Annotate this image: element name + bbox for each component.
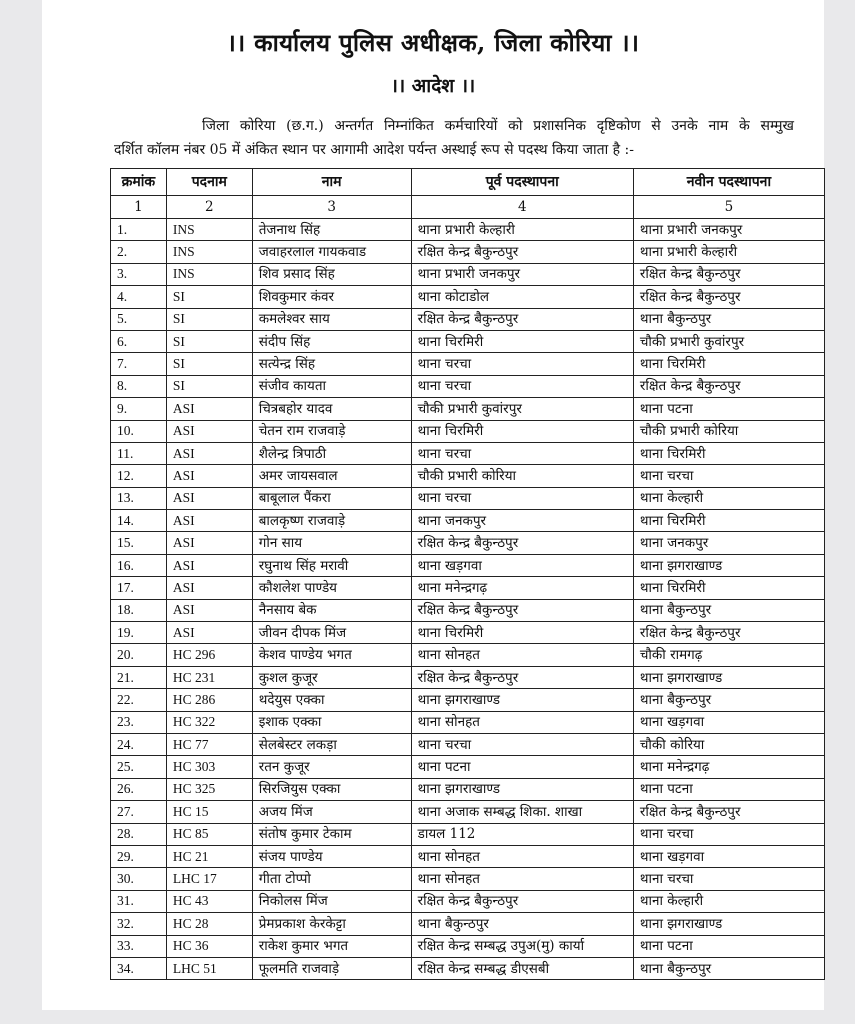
new-posting-cell: थाना बैकुन्ठपुर — [633, 689, 824, 711]
column-number: 1 — [111, 196, 167, 219]
serial-cell: 29. — [111, 845, 167, 867]
serial-cell: 3. — [111, 263, 167, 285]
table-row — [111, 442, 825, 464]
serial-cell: 20. — [111, 644, 167, 666]
table-row — [111, 241, 825, 263]
designation-cell: ASI — [166, 487, 252, 509]
name-cell: शैलेन्द्र त्रिपाठी — [252, 442, 411, 464]
previous-posting-cell: थाना चरचा — [411, 733, 633, 755]
table-row — [111, 465, 825, 487]
serial-cell: 9. — [111, 398, 167, 420]
header-designation: पदनाम — [166, 169, 252, 196]
new-posting-cell: रक्षित केन्द्र बैकुन्ठपुर — [633, 375, 824, 397]
serial-cell: 14. — [111, 510, 167, 532]
serial-cell: 2. — [111, 241, 167, 263]
previous-posting-cell: थाना पटना — [411, 756, 633, 778]
table-row — [111, 689, 825, 711]
name-cell: सिरजियुस एक्का — [252, 778, 411, 800]
new-posting-cell: थाना चिरमिरी — [633, 577, 824, 599]
name-cell: गीता टोप्पो — [252, 868, 411, 890]
designation-cell: INS — [166, 263, 252, 285]
table-row — [111, 935, 825, 957]
previous-posting-cell: रक्षित केन्द्र सम्बद्ध डीएसबी — [411, 957, 633, 979]
serial-cell: 18. — [111, 599, 167, 621]
designation-cell: HC 322 — [166, 711, 252, 733]
serial-cell: 25. — [111, 756, 167, 778]
previous-posting-cell: रक्षित केन्द्र बैकुन्ठपुर — [411, 666, 633, 688]
designation-cell: ASI — [166, 398, 252, 420]
designation-cell: ASI — [166, 577, 252, 599]
previous-posting-cell: थाना कोटाडोल — [411, 286, 633, 308]
serial-cell: 12. — [111, 465, 167, 487]
previous-posting-cell: थाना बैकुन्ठपुर — [411, 913, 633, 935]
serial-cell: 7. — [111, 353, 167, 375]
designation-cell: SI — [166, 330, 252, 352]
table-row — [111, 957, 825, 979]
new-posting-cell: थाना बैकुन्ठपुर — [633, 308, 824, 330]
designation-cell: HC 303 — [166, 756, 252, 778]
name-cell: फूलमति राजवाड़े — [252, 957, 411, 979]
designation-cell: LHC 17 — [166, 868, 252, 890]
designation-cell: HC 231 — [166, 666, 252, 688]
table-row — [111, 532, 825, 554]
name-cell: कौशलेश पाण्डेय — [252, 577, 411, 599]
previous-posting-cell: रक्षित केन्द्र बैकुन्ठपुर — [411, 308, 633, 330]
designation-cell: SI — [166, 308, 252, 330]
serial-cell: 19. — [111, 622, 167, 644]
previous-posting-cell: रक्षित केन्द्र बैकुन्ठपुर — [411, 599, 633, 621]
previous-posting-cell: चौकी प्रभारी कुवांरपुर — [411, 398, 633, 420]
table-header-row — [111, 169, 825, 196]
previous-posting-cell: थाना सोनहत — [411, 845, 633, 867]
table-row — [111, 823, 825, 845]
name-cell: नैनसाय बेक — [252, 599, 411, 621]
new-posting-cell: रक्षित केन्द्र बैकुन्ठपुर — [633, 286, 824, 308]
column-number: 5 — [633, 196, 824, 219]
table-row — [111, 622, 825, 644]
designation-cell: HC 325 — [166, 778, 252, 800]
new-posting-cell: थाना केल्हारी — [633, 890, 824, 912]
serial-cell: 10. — [111, 420, 167, 442]
table-row — [111, 263, 825, 285]
column-number: 4 — [411, 196, 633, 219]
column-number-row — [111, 196, 825, 219]
new-posting-cell: रक्षित केन्द्र बैकुन्ठपुर — [633, 801, 824, 823]
name-cell: कुशल कुजूर — [252, 666, 411, 688]
table-row — [111, 666, 825, 688]
serial-cell: 17. — [111, 577, 167, 599]
designation-cell: ASI — [166, 420, 252, 442]
previous-posting-cell: चौकी प्रभारी कोरिया — [411, 465, 633, 487]
new-posting-cell: चौकी रामगढ़ — [633, 644, 824, 666]
previous-posting-cell: रक्षित केन्द्र बैकुन्ठपुर — [411, 890, 633, 912]
table-row — [111, 778, 825, 800]
previous-posting-cell: थाना प्रभारी केल्हारी — [411, 219, 633, 241]
name-cell: जवाहरलाल गायकवाड — [252, 241, 411, 263]
previous-posting-cell: थाना चिरमिरी — [411, 330, 633, 352]
name-cell: बाबूलाल पैंकरा — [252, 487, 411, 509]
serial-cell: 32. — [111, 913, 167, 935]
order-heading: ।। आदेश ।। — [390, 75, 476, 97]
new-posting-cell: थाना चिरमिरी — [633, 510, 824, 532]
designation-cell: ASI — [166, 510, 252, 532]
serial-cell: 24. — [111, 733, 167, 755]
table-row — [111, 554, 825, 576]
new-posting-cell: थाना प्रभारी जनकपुर — [633, 219, 824, 241]
serial-cell: 11. — [111, 442, 167, 464]
name-cell: केशव पाण्डेय भगत — [252, 644, 411, 666]
serial-cell: 28. — [111, 823, 167, 845]
name-cell: गोन साय — [252, 532, 411, 554]
name-cell: रतन कुजूर — [252, 756, 411, 778]
name-cell: संजीव कायता — [252, 375, 411, 397]
table-row — [111, 599, 825, 621]
table-row — [111, 398, 825, 420]
table-row — [111, 845, 825, 867]
designation-cell: SI — [166, 375, 252, 397]
intro-line-1: जिला कोरिया (छ.ग.) अन्तर्गत निम्नांकित कर्मचारियों को प्रशासनिक दृष्टिकोण से उनके नाम के सम्मुख — [202, 118, 794, 134]
header-serial: क्रमांक — [111, 169, 167, 196]
name-cell: चित्रबहोर यादव — [252, 398, 411, 420]
new-posting-cell: थाना झगराखाण्ड — [633, 554, 824, 576]
name-cell: राकेश कुमार भगत — [252, 935, 411, 957]
designation-cell: HC 21 — [166, 845, 252, 867]
new-posting-cell: थाना मनेन्द्रगढ़ — [633, 756, 824, 778]
designation-cell: HC 77 — [166, 733, 252, 755]
designation-cell: INS — [166, 219, 252, 241]
name-cell: प्रेमप्रकाश केरकेट्टा — [252, 913, 411, 935]
serial-cell: 33. — [111, 935, 167, 957]
new-posting-cell: थाना चरचा — [633, 465, 824, 487]
designation-cell: HC 28 — [166, 913, 252, 935]
transfer-table — [110, 168, 825, 980]
table-row — [111, 868, 825, 890]
document-page — [42, 0, 824, 1010]
new-posting-cell: थाना खड़गवा — [633, 711, 824, 733]
name-cell: सत्येन्द्र सिंह — [252, 353, 411, 375]
designation-cell: HC 43 — [166, 890, 252, 912]
serial-cell: 16. — [111, 554, 167, 576]
name-cell: संदीप सिंह — [252, 330, 411, 352]
previous-posting-cell: थाना चिरमिरी — [411, 622, 633, 644]
header-new-posting: नवीन पदस्थापना — [633, 169, 824, 196]
previous-posting-cell: थाना झगराखाण्ड — [411, 778, 633, 800]
new-posting-cell: थाना चरचा — [633, 868, 824, 890]
name-cell: बालकृष्ण राजवाड़े — [252, 510, 411, 532]
table-row — [111, 890, 825, 912]
new-posting-cell: थाना चिरमिरी — [633, 353, 824, 375]
serial-cell: 23. — [111, 711, 167, 733]
new-posting-cell: थाना झगराखाण्ड — [633, 913, 824, 935]
name-cell: संतोष कुमार टेकाम — [252, 823, 411, 845]
table-row — [111, 308, 825, 330]
previous-posting-cell: थाना खड़गवा — [411, 554, 633, 576]
new-posting-cell: थाना खड़गवा — [633, 845, 824, 867]
previous-posting-cell: डायल 112 — [411, 823, 633, 845]
previous-posting-cell: थाना चिरमिरी — [411, 420, 633, 442]
new-posting-cell: रक्षित केन्द्र बैकुन्ठपुर — [633, 622, 824, 644]
previous-posting-cell: थाना सोनहत — [411, 644, 633, 666]
name-cell: शिव प्रसाद सिंह — [252, 263, 411, 285]
new-posting-cell: थाना प्रभारी केल्हारी — [633, 241, 824, 263]
new-posting-cell: थाना चरचा — [633, 823, 824, 845]
previous-posting-cell: थाना अजाक सम्बद्ध शिका. शाखा — [411, 801, 633, 823]
previous-posting-cell: थाना सोनहत — [411, 711, 633, 733]
table-row — [111, 801, 825, 823]
table-row — [111, 330, 825, 352]
serial-cell: 1. — [111, 219, 167, 241]
designation-cell: ASI — [166, 622, 252, 644]
serial-cell: 30. — [111, 868, 167, 890]
designation-cell: HC 36 — [166, 935, 252, 957]
name-cell: तेजनाथ सिंह — [252, 219, 411, 241]
serial-cell: 6. — [111, 330, 167, 352]
name-cell: सेलबेस्टर लकड़ा — [252, 733, 411, 755]
serial-cell: 13. — [111, 487, 167, 509]
designation-cell: HC 15 — [166, 801, 252, 823]
name-cell: अजय मिंज — [252, 801, 411, 823]
new-posting-cell: थाना बैकुन्ठपुर — [633, 599, 824, 621]
table-row — [111, 219, 825, 241]
header-previous-posting: पूर्व पदस्थापना — [411, 169, 633, 196]
previous-posting-cell: रक्षित केन्द्र सम्बद्ध उपुअ(मु) कार्या — [411, 935, 633, 957]
designation-cell: HC 286 — [166, 689, 252, 711]
table-row — [111, 756, 825, 778]
new-posting-cell: रक्षित केन्द्र बैकुन्ठपुर — [633, 263, 824, 285]
new-posting-cell: चौकी कोरिया — [633, 733, 824, 755]
name-cell: कमलेश्वर साय — [252, 308, 411, 330]
table-row — [111, 733, 825, 755]
new-posting-cell: थाना पटना — [633, 778, 824, 800]
previous-posting-cell: थाना चरचा — [411, 487, 633, 509]
serial-cell: 22. — [111, 689, 167, 711]
intro-line-2: दर्शित कॉलम नंबर 05 में अंकित स्थान पर आगामी आदेश पर्यन्त अस्थाई रूप से पदस्थ किया जाता है :- — [114, 142, 634, 158]
table-row — [111, 644, 825, 666]
previous-posting-cell: थाना चरचा — [411, 442, 633, 464]
column-number: 2 — [166, 196, 252, 219]
name-cell: जीवन दीपक मिंज — [252, 622, 411, 644]
serial-cell: 5. — [111, 308, 167, 330]
designation-cell: ASI — [166, 465, 252, 487]
table-row — [111, 420, 825, 442]
new-posting-cell: थाना पटना — [633, 935, 824, 957]
table-row — [111, 375, 825, 397]
new-posting-cell: चौकी प्रभारी कुवांरपुर — [633, 330, 824, 352]
serial-cell: 15. — [111, 532, 167, 554]
office-title: ।। कार्यालय पुलिस अधीक्षक, जिला कोरिया ।। — [226, 28, 640, 57]
table-body — [111, 196, 825, 980]
new-posting-cell: थाना जनकपुर — [633, 532, 824, 554]
previous-posting-cell: थाना झगराखाण्ड — [411, 689, 633, 711]
table-row — [111, 510, 825, 532]
previous-posting-cell: रक्षित केन्द्र बैकुन्ठपुर — [411, 532, 633, 554]
serial-cell: 26. — [111, 778, 167, 800]
serial-cell: 8. — [111, 375, 167, 397]
new-posting-cell: चौकी प्रभारी कोरिया — [633, 420, 824, 442]
previous-posting-cell: रक्षित केन्द्र बैकुन्ठपुर — [411, 241, 633, 263]
table-row — [111, 711, 825, 733]
designation-cell: ASI — [166, 554, 252, 576]
designation-cell: ASI — [166, 532, 252, 554]
serial-cell: 21. — [111, 666, 167, 688]
serial-cell: 31. — [111, 890, 167, 912]
designation-cell: INS — [166, 241, 252, 263]
column-number: 3 — [252, 196, 411, 219]
table-row — [111, 286, 825, 308]
name-cell: थदेयुस एक्का — [252, 689, 411, 711]
name-cell: चेतन राम राजवाड़े — [252, 420, 411, 442]
order-intro-paragraph — [114, 114, 794, 162]
header-name: नाम — [252, 169, 411, 196]
table-row — [111, 577, 825, 599]
name-cell: संजय पाण्डेय — [252, 845, 411, 867]
name-cell: रघुनाथ सिंह मरावी — [252, 554, 411, 576]
designation-cell: SI — [166, 353, 252, 375]
previous-posting-cell: थाना चरचा — [411, 375, 633, 397]
previous-posting-cell: थाना प्रभारी जनकपुर — [411, 263, 633, 285]
designation-cell: HC 85 — [166, 823, 252, 845]
name-cell: शिवकुमार कंवर — [252, 286, 411, 308]
table-row — [111, 913, 825, 935]
designation-cell: ASI — [166, 442, 252, 464]
table-row — [111, 353, 825, 375]
previous-posting-cell: थाना चरचा — [411, 353, 633, 375]
serial-cell: 4. — [111, 286, 167, 308]
designation-cell: LHC 51 — [166, 957, 252, 979]
designation-cell: HC 296 — [166, 644, 252, 666]
new-posting-cell: थाना केल्हारी — [633, 487, 824, 509]
new-posting-cell: थाना बैकुन्ठपुर — [633, 957, 824, 979]
previous-posting-cell: थाना मनेन्द्रगढ़ — [411, 577, 633, 599]
previous-posting-cell: थाना जनकपुर — [411, 510, 633, 532]
name-cell: इशाक एक्का — [252, 711, 411, 733]
new-posting-cell: थाना पटना — [633, 398, 824, 420]
table-row — [111, 487, 825, 509]
name-cell: अमर जायसवाल — [252, 465, 411, 487]
previous-posting-cell: थाना सोनहत — [411, 868, 633, 890]
designation-cell: SI — [166, 286, 252, 308]
new-posting-cell: थाना चिरमिरी — [633, 442, 824, 464]
new-posting-cell: थाना झगराखाण्ड — [633, 666, 824, 688]
designation-cell: ASI — [166, 599, 252, 621]
name-cell: निकोलस मिंज — [252, 890, 411, 912]
serial-cell: 34. — [111, 957, 167, 979]
serial-cell: 27. — [111, 801, 167, 823]
